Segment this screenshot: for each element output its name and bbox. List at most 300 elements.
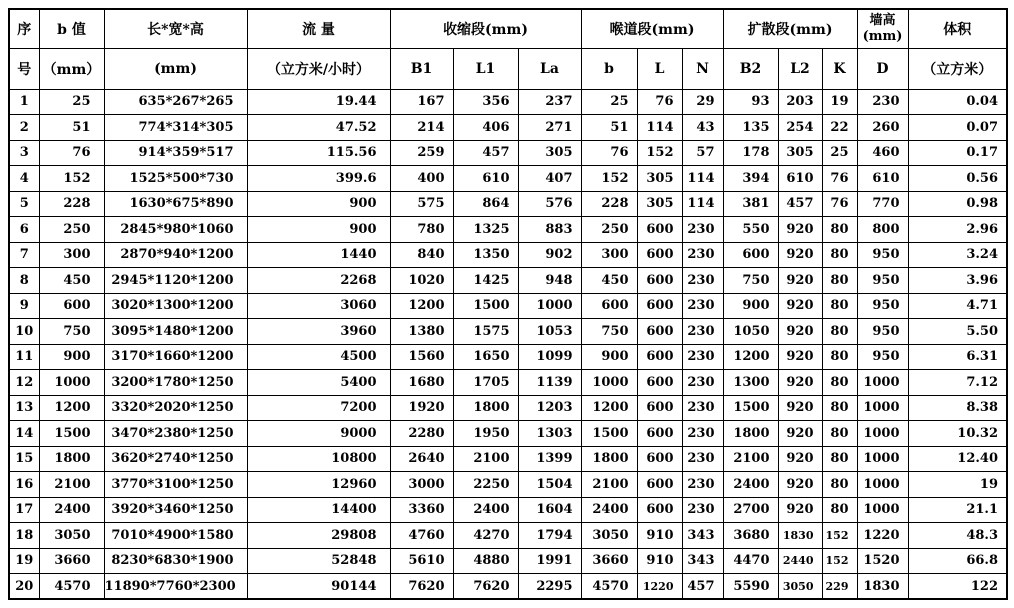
cell-b1: 1200	[390, 293, 453, 319]
header-diffusion-group: 扩散段(mm)	[723, 9, 857, 48]
cell-b: 450	[581, 268, 637, 294]
cell-n: 114	[682, 166, 723, 192]
cell-volume: 66.8	[908, 548, 1007, 574]
header-contraction-group: 收缩段(mm)	[390, 9, 581, 48]
cell-k: 80	[822, 344, 857, 370]
cell-k: 80	[822, 446, 857, 472]
cell-seq: 14	[9, 421, 39, 447]
cell-l2: 920	[778, 497, 822, 523]
cell-volume: 19	[908, 472, 1007, 498]
cell-seq: 13	[9, 395, 39, 421]
cell-k: 80	[822, 497, 857, 523]
cell-volume: 0.04	[908, 89, 1007, 115]
cell-dimensions: 914*359*517	[104, 140, 247, 166]
cell-k: 229	[822, 574, 857, 600]
cell-b-value: 450	[39, 268, 104, 294]
cell-volume: 5.50	[908, 319, 1007, 345]
cell-la: 902	[518, 242, 581, 268]
cell-b: 1200	[581, 395, 637, 421]
cell-dimensions: 2870*940*1200	[104, 242, 247, 268]
cell-b-value: 25	[39, 89, 104, 115]
cell-l2: 920	[778, 319, 822, 345]
cell-dimensions: 3320*2020*1250	[104, 395, 247, 421]
cell-l2: 254	[778, 115, 822, 141]
cell-seq: 2	[9, 115, 39, 141]
cell-l1: 7620	[453, 574, 518, 600]
cell-l: 600	[637, 242, 682, 268]
table-row	[9, 523, 1007, 549]
cell-d: 460	[857, 140, 908, 166]
cell-volume: 122	[908, 574, 1007, 600]
header-flow: 流 量	[247, 9, 390, 48]
cell-flow: 900	[247, 191, 390, 217]
cell-l2: 920	[778, 472, 822, 498]
cell-volume: 4.71	[908, 293, 1007, 319]
cell-d: 950	[857, 293, 908, 319]
cell-b: 300	[581, 242, 637, 268]
cell-d: 1000	[857, 497, 908, 523]
cell-d: 950	[857, 268, 908, 294]
cell-b-value: 3660	[39, 548, 104, 574]
cell-k: 80	[822, 395, 857, 421]
cell-la: 883	[518, 217, 581, 243]
cell-volume: 0.17	[908, 140, 1007, 166]
cell-flow: 3960	[247, 319, 390, 345]
table-row	[9, 268, 1007, 294]
cell-volume: 0.98	[908, 191, 1007, 217]
cell-la: 2295	[518, 574, 581, 600]
cell-l: 600	[637, 497, 682, 523]
cell-l1: 1950	[453, 421, 518, 447]
cell-b1: 5610	[390, 548, 453, 574]
cell-l1: 1425	[453, 268, 518, 294]
cell-seq: 15	[9, 446, 39, 472]
cell-flow: 4500	[247, 344, 390, 370]
cell-la: 1604	[518, 497, 581, 523]
cell-seq: 18	[9, 523, 39, 549]
cell-seq: 19	[9, 548, 39, 574]
table-row	[9, 242, 1007, 268]
cell-l2: 920	[778, 421, 822, 447]
cell-dimensions: 1630*675*890	[104, 191, 247, 217]
cell-b1: 1020	[390, 268, 453, 294]
cell-l1: 1325	[453, 217, 518, 243]
cell-b1: 575	[390, 191, 453, 217]
cell-volume: 2.96	[908, 217, 1007, 243]
cell-la: 407	[518, 166, 581, 192]
cell-seq: 12	[9, 370, 39, 396]
cell-n: 230	[682, 421, 723, 447]
cell-volume: 12.40	[908, 446, 1007, 472]
cell-d: 1830	[857, 574, 908, 600]
cell-d: 260	[857, 115, 908, 141]
cell-dimensions: 3620*2740*1250	[104, 446, 247, 472]
cell-l: 600	[637, 319, 682, 345]
cell-n: 230	[682, 319, 723, 345]
cell-flow: 9000	[247, 421, 390, 447]
header-b-value-unit: （mm）	[39, 48, 104, 89]
cell-b2: 3680	[723, 523, 778, 549]
cell-volume: 3.96	[908, 268, 1007, 294]
cell-b2: 178	[723, 140, 778, 166]
cell-dimensions: 3020*1300*1200	[104, 293, 247, 319]
header-throat-group: 喉道段(mm)	[581, 9, 723, 48]
cell-l: 600	[637, 268, 682, 294]
cell-l2: 610	[778, 166, 822, 192]
cell-l: 600	[637, 217, 682, 243]
cell-l: 305	[637, 191, 682, 217]
cell-b: 4570	[581, 574, 637, 600]
cell-dimensions: 3095*1480*1200	[104, 319, 247, 345]
cell-b2: 93	[723, 89, 778, 115]
cell-k: 80	[822, 293, 857, 319]
table-row	[9, 421, 1007, 447]
cell-b-value: 2100	[39, 472, 104, 498]
cell-b2: 1500	[723, 395, 778, 421]
cell-k: 152	[822, 548, 857, 574]
cell-k: 80	[822, 319, 857, 345]
cell-b2: 5590	[723, 574, 778, 600]
header-flow-unit: （立方米/小时）	[247, 48, 390, 89]
cell-d: 230	[857, 89, 908, 115]
cell-b-value: 1800	[39, 446, 104, 472]
cell-la: 1303	[518, 421, 581, 447]
header-row-2	[9, 48, 1007, 89]
cell-la: 576	[518, 191, 581, 217]
cell-d: 1000	[857, 472, 908, 498]
cell-b1: 1680	[390, 370, 453, 396]
header-col-b2: B2	[723, 48, 778, 89]
cell-la: 1991	[518, 548, 581, 574]
cell-seq: 9	[9, 293, 39, 319]
cell-b1: 1560	[390, 344, 453, 370]
cell-b-value: 1500	[39, 421, 104, 447]
header-col-n: N	[682, 48, 723, 89]
cell-l2: 920	[778, 370, 822, 396]
cell-dimensions: 3200*1780*1250	[104, 370, 247, 396]
cell-b: 25	[581, 89, 637, 115]
cell-b1: 780	[390, 217, 453, 243]
header-dimensions-unit: (mm)	[104, 48, 247, 89]
header-seq-bottom: 号	[9, 48, 39, 89]
cell-la: 1139	[518, 370, 581, 396]
cell-b: 3660	[581, 548, 637, 574]
cell-la: 1000	[518, 293, 581, 319]
cell-dimensions: 3470*2380*1250	[104, 421, 247, 447]
cell-l1: 457	[453, 140, 518, 166]
cell-b-value: 300	[39, 242, 104, 268]
header-col-la: La	[518, 48, 581, 89]
table-header	[9, 9, 1007, 89]
cell-n: 343	[682, 523, 723, 549]
cell-n: 230	[682, 446, 723, 472]
cell-seq: 4	[9, 166, 39, 192]
cell-l: 114	[637, 115, 682, 141]
cell-seq: 5	[9, 191, 39, 217]
header-col-b: b	[581, 48, 637, 89]
cell-n: 230	[682, 395, 723, 421]
header-col-k: K	[822, 48, 857, 89]
cell-k: 80	[822, 472, 857, 498]
cell-d: 1000	[857, 421, 908, 447]
cell-l1: 1800	[453, 395, 518, 421]
cell-l2: 920	[778, 293, 822, 319]
wall-height-unit: (mm)	[862, 28, 903, 44]
cell-l2: 203	[778, 89, 822, 115]
cell-l: 910	[637, 523, 682, 549]
table-row	[9, 497, 1007, 523]
cell-b2: 394	[723, 166, 778, 192]
cell-k: 80	[822, 217, 857, 243]
cell-b: 3050	[581, 523, 637, 549]
cell-seq: 7	[9, 242, 39, 268]
cell-l2: 305	[778, 140, 822, 166]
cell-l: 600	[637, 344, 682, 370]
cell-flow: 3060	[247, 293, 390, 319]
cell-b1: 2280	[390, 421, 453, 447]
cell-l2: 3050	[778, 574, 822, 600]
cell-l: 600	[637, 472, 682, 498]
cell-b1: 2640	[390, 446, 453, 472]
cell-flow: 900	[247, 217, 390, 243]
cell-d: 1520	[857, 548, 908, 574]
cell-b: 76	[581, 140, 637, 166]
cell-dimensions: 11890*7760*2300	[104, 574, 247, 600]
cell-l2: 2440	[778, 548, 822, 574]
cell-l1: 1575	[453, 319, 518, 345]
header-col-b1: B1	[390, 48, 453, 89]
header-dimensions: 长*宽*高	[104, 9, 247, 48]
cell-l1: 1500	[453, 293, 518, 319]
cell-flow: 29808	[247, 523, 390, 549]
header-col-l1: L1	[453, 48, 518, 89]
cell-b: 2100	[581, 472, 637, 498]
cell-n: 57	[682, 140, 723, 166]
cell-la: 237	[518, 89, 581, 115]
table-row	[9, 166, 1007, 192]
cell-l: 600	[637, 421, 682, 447]
cell-dimensions: 2845*980*1060	[104, 217, 247, 243]
cell-d: 950	[857, 344, 908, 370]
cell-l2: 920	[778, 395, 822, 421]
cell-k: 152	[822, 523, 857, 549]
cell-b: 1500	[581, 421, 637, 447]
cell-b-value: 4570	[39, 574, 104, 600]
cell-la: 1794	[518, 523, 581, 549]
cell-l2: 920	[778, 242, 822, 268]
cell-b-value: 51	[39, 115, 104, 141]
cell-l2: 457	[778, 191, 822, 217]
cell-flow: 90144	[247, 574, 390, 600]
cell-k: 76	[822, 191, 857, 217]
header-row-1	[9, 9, 1007, 48]
cell-dimensions: 635*267*265	[104, 89, 247, 115]
cell-seq: 10	[9, 319, 39, 345]
table-row	[9, 395, 1007, 421]
cell-l: 305	[637, 166, 682, 192]
cell-b2: 550	[723, 217, 778, 243]
cell-d: 1000	[857, 370, 908, 396]
cell-b1: 4760	[390, 523, 453, 549]
header-col-l2: L2	[778, 48, 822, 89]
venturi-spec-table	[8, 8, 1008, 600]
cell-flow: 399.6	[247, 166, 390, 192]
cell-b: 600	[581, 293, 637, 319]
table-row	[9, 191, 1007, 217]
cell-n: 230	[682, 242, 723, 268]
cell-k: 25	[822, 140, 857, 166]
cell-b2: 900	[723, 293, 778, 319]
cell-volume: 48.3	[908, 523, 1007, 549]
table-row	[9, 344, 1007, 370]
cell-seq: 1	[9, 89, 39, 115]
cell-la: 1099	[518, 344, 581, 370]
cell-volume: 7.12	[908, 370, 1007, 396]
cell-b: 1800	[581, 446, 637, 472]
cell-n: 230	[682, 370, 723, 396]
cell-la: 305	[518, 140, 581, 166]
cell-l: 600	[637, 370, 682, 396]
cell-l: 76	[637, 89, 682, 115]
cell-n: 457	[682, 574, 723, 600]
cell-d: 800	[857, 217, 908, 243]
cell-k: 80	[822, 421, 857, 447]
cell-l: 152	[637, 140, 682, 166]
cell-b-value: 600	[39, 293, 104, 319]
cell-dimensions: 1525*500*730	[104, 166, 247, 192]
cell-l: 600	[637, 446, 682, 472]
cell-dimensions: 8230*6830*1900	[104, 548, 247, 574]
cell-n: 230	[682, 268, 723, 294]
cell-dimensions: 7010*4900*1580	[104, 523, 247, 549]
cell-b2: 1200	[723, 344, 778, 370]
header-volume: 体积	[908, 9, 1007, 48]
cell-volume: 21.1	[908, 497, 1007, 523]
header-col-d: D	[857, 48, 908, 89]
cell-b2: 135	[723, 115, 778, 141]
cell-b-value: 750	[39, 319, 104, 345]
cell-b2: 1800	[723, 421, 778, 447]
cell-volume: 8.38	[908, 395, 1007, 421]
cell-n: 43	[682, 115, 723, 141]
cell-b2: 381	[723, 191, 778, 217]
cell-b-value: 900	[39, 344, 104, 370]
cell-l1: 406	[453, 115, 518, 141]
cell-b1: 1920	[390, 395, 453, 421]
cell-flow: 5400	[247, 370, 390, 396]
cell-l: 600	[637, 395, 682, 421]
cell-b1: 3360	[390, 497, 453, 523]
cell-volume: 0.07	[908, 115, 1007, 141]
cell-d: 950	[857, 242, 908, 268]
table-row	[9, 319, 1007, 345]
cell-l1: 610	[453, 166, 518, 192]
cell-n: 343	[682, 548, 723, 574]
cell-volume: 6.31	[908, 344, 1007, 370]
cell-flow: 47.52	[247, 115, 390, 141]
cell-b1: 7620	[390, 574, 453, 600]
cell-b-value: 1000	[39, 370, 104, 396]
cell-b2: 2400	[723, 472, 778, 498]
cell-n: 230	[682, 217, 723, 243]
cell-n: 230	[682, 344, 723, 370]
cell-d: 950	[857, 319, 908, 345]
cell-volume: 3.24	[908, 242, 1007, 268]
cell-la: 1203	[518, 395, 581, 421]
cell-b-value: 152	[39, 166, 104, 192]
cell-k: 80	[822, 242, 857, 268]
cell-l: 600	[637, 293, 682, 319]
table-row	[9, 89, 1007, 115]
cell-b-value: 1200	[39, 395, 104, 421]
cell-b: 1000	[581, 370, 637, 396]
wall-height-label: 墙高	[869, 12, 896, 28]
cell-b: 152	[581, 166, 637, 192]
cell-b: 900	[581, 344, 637, 370]
cell-b1: 259	[390, 140, 453, 166]
cell-seq: 11	[9, 344, 39, 370]
cell-b2: 750	[723, 268, 778, 294]
cell-la: 1399	[518, 446, 581, 472]
cell-b: 750	[581, 319, 637, 345]
cell-d: 1220	[857, 523, 908, 549]
cell-la: 1053	[518, 319, 581, 345]
cell-flow: 1440	[247, 242, 390, 268]
cell-flow: 7200	[247, 395, 390, 421]
cell-k: 80	[822, 370, 857, 396]
cell-k: 80	[822, 268, 857, 294]
cell-b-value: 2400	[39, 497, 104, 523]
cell-l: 910	[637, 548, 682, 574]
cell-l1: 356	[453, 89, 518, 115]
cell-flow: 115.56	[247, 140, 390, 166]
cell-dimensions: 2945*1120*1200	[104, 268, 247, 294]
cell-seq: 6	[9, 217, 39, 243]
cell-b: 51	[581, 115, 637, 141]
table-row	[9, 446, 1007, 472]
cell-b-value: 3050	[39, 523, 104, 549]
cell-b: 2400	[581, 497, 637, 523]
cell-l1: 4880	[453, 548, 518, 574]
cell-b2: 2700	[723, 497, 778, 523]
cell-l: 1220	[637, 574, 682, 600]
header-b-value: b 值	[39, 9, 104, 48]
cell-dimensions: 3770*3100*1250	[104, 472, 247, 498]
table-row	[9, 472, 1007, 498]
cell-b2: 600	[723, 242, 778, 268]
table-row	[9, 574, 1007, 600]
cell-n: 230	[682, 497, 723, 523]
cell-l2: 920	[778, 446, 822, 472]
table-body	[9, 89, 1007, 599]
header-col-l: L	[637, 48, 682, 89]
cell-n: 230	[682, 472, 723, 498]
cell-n: 114	[682, 191, 723, 217]
table-row	[9, 217, 1007, 243]
table-row	[9, 370, 1007, 396]
cell-b1: 167	[390, 89, 453, 115]
cell-b: 250	[581, 217, 637, 243]
cell-b1: 400	[390, 166, 453, 192]
cell-flow: 12960	[247, 472, 390, 498]
cell-seq: 3	[9, 140, 39, 166]
cell-b1: 1380	[390, 319, 453, 345]
cell-k: 22	[822, 115, 857, 141]
cell-b-value: 76	[39, 140, 104, 166]
cell-flow: 14400	[247, 497, 390, 523]
cell-d: 770	[857, 191, 908, 217]
table-row	[9, 293, 1007, 319]
